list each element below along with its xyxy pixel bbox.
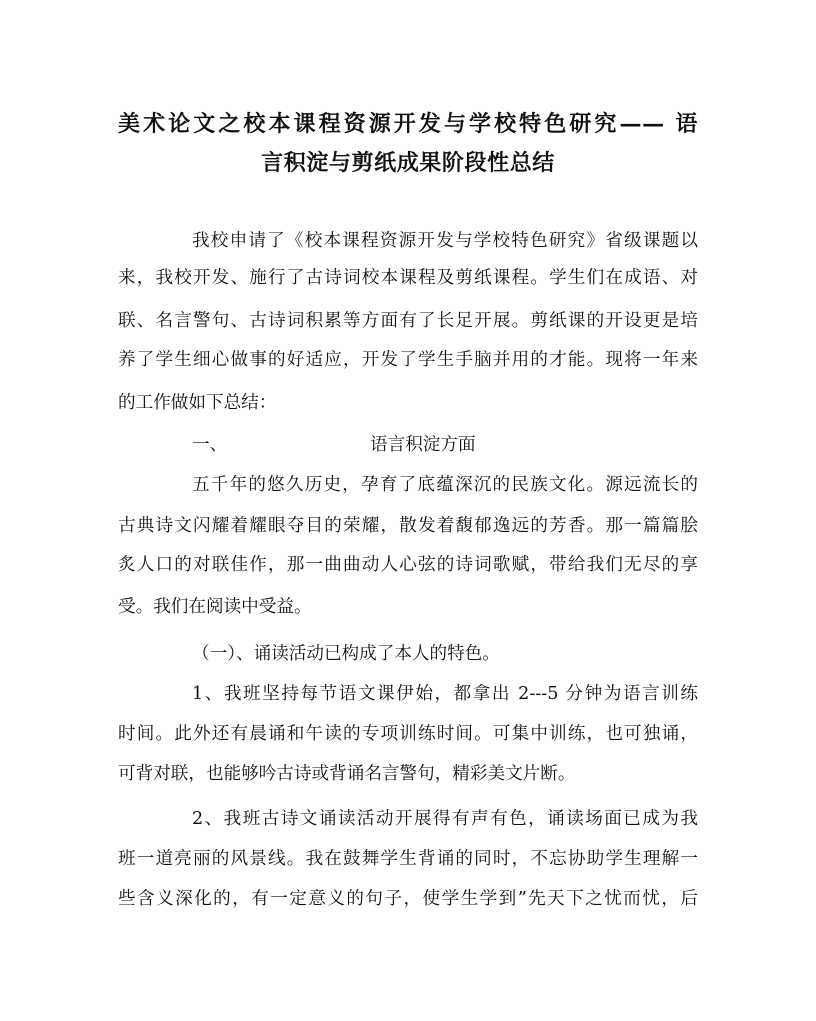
- section-one-number: 一、: [192, 435, 228, 455]
- item-one-line-3: 可背对联，也能够吟古诗或背诵名言警句，精彩美文片断。: [118, 764, 576, 784]
- intro-line-3: 联、名言警句、古诗词积累等方面有了长足开展。剪纸课的开设更是培: [118, 311, 698, 331]
- intro-line-5: 的工作做如下总结：: [118, 393, 277, 413]
- item-two-line-2: 班一道亮丽的风景线。我在鼓舞学生背诵的同时，不忘协助学生理解一: [118, 849, 698, 869]
- item-one-line-2: 时间。此外还有晨诵和午读的专项训练时间。可集中训练，也可独诵，: [118, 724, 698, 744]
- intro-line-4: 养了学生细心做事的好适应，开发了学生手脑并用的才能。现将一年来: [118, 350, 698, 370]
- subheading-one: （一）、诵读活动已构成了本人的特色。: [192, 644, 500, 664]
- section-one-title: 语言积淀方面: [370, 435, 476, 455]
- para-two-line-4: 受。我们在阅读中受益。: [118, 597, 312, 617]
- item-two-line-1: 2、我班古诗文诵读活动开展得有声有色，诵读场面已成为我: [192, 809, 698, 829]
- para-two-line-2: 古典诗文闪耀着耀眼夺目的荣耀，散发着馥郁逸远的芳香。那一篇篇脍: [118, 516, 698, 536]
- intro-line-2: 来，我校开发、施行了古诗词校本课程及剪纸课程。学生们在成语、对: [118, 268, 698, 288]
- document-title-line-1: 美术论文之校本课程资源开发与学校特色研究—— 语: [118, 111, 698, 137]
- intro-line-1: 我校申请了《校本课程资源开发与学校特色研究》省级课题以: [192, 231, 698, 251]
- document-title-line-2: 言积淀与剪纸成果阶段性总结: [261, 150, 555, 176]
- item-one-line-1: 1、我班坚持每节语文课伊始，都拿出 2---5 分钟为语言训练: [192, 684, 698, 704]
- para-two-line-3: 炙人口的对联佳作，那一曲曲动人心弦的诗词歌赋，带给我们无尽的享: [118, 555, 698, 575]
- para-two-line-1: 五千年的悠久历史，孕育了底蕴深沉的民族文化。源远流长的: [192, 475, 698, 495]
- item-two-line-3: 些含义深化的，有一定意义的句子，使学生学到”先天下之忧而忧，后: [118, 889, 698, 909]
